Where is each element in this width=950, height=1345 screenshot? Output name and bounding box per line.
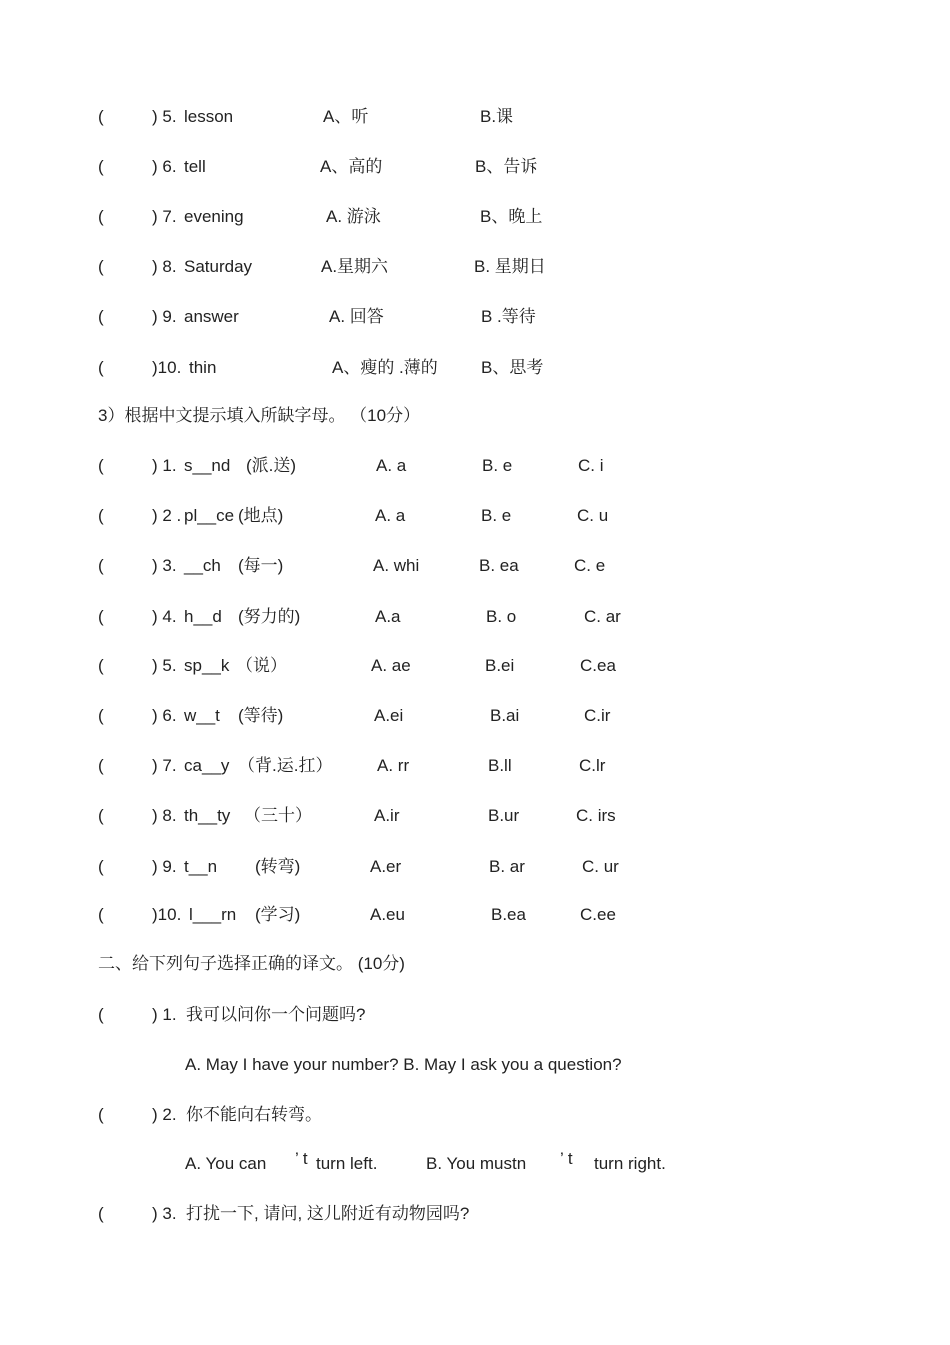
- option-c: C. u: [577, 506, 609, 525]
- question-word: w__t: [184, 706, 220, 725]
- question-number: ) 3.: [152, 1204, 177, 1223]
- question-word: pl__ce: [184, 506, 235, 525]
- paren-open: (: [98, 207, 104, 226]
- question-number: ) 5.: [152, 107, 177, 126]
- paren-open: (: [98, 1005, 104, 1024]
- paren-open: (: [98, 456, 104, 475]
- option-c: C. ar: [584, 607, 621, 626]
- option-b: B、告诉: [475, 157, 538, 176]
- question-word: evening: [184, 207, 244, 226]
- question-hint: （背.运.扛）: [238, 756, 333, 775]
- question-hint: (学习): [255, 905, 301, 924]
- question-hint: (每一): [238, 556, 284, 575]
- question-number: ) 6.: [152, 706, 177, 725]
- answer-options: A. May I have your number? B. May I ask you a question?: [185, 1055, 622, 1074]
- option-c: C.ea: [580, 656, 616, 675]
- question-word: thin: [189, 358, 217, 377]
- question-word: h__d: [184, 607, 222, 626]
- option-b-part1: B. You mustn: [426, 1154, 527, 1173]
- question-word: Saturday: [184, 257, 253, 276]
- question-number: ) 6.: [152, 157, 177, 176]
- option-b: B.ei: [485, 656, 515, 675]
- question-word: sp__k: [184, 656, 230, 675]
- paren-open: (: [98, 157, 104, 176]
- question-number: ) 2 .: [152, 506, 182, 525]
- paren-open: (: [98, 857, 104, 876]
- option-a: A.ir: [374, 806, 400, 825]
- paren-open: (: [98, 1105, 104, 1124]
- question-word: th__ty: [184, 806, 231, 825]
- option-a: A. 回答: [329, 307, 384, 326]
- option-c: C.lr: [579, 756, 606, 775]
- question-number: ) 2.: [152, 1105, 177, 1124]
- paren-open: (: [98, 706, 104, 725]
- option-a-part2: turn left.: [316, 1154, 378, 1173]
- paren-open: (: [98, 506, 104, 525]
- option-a: A、听: [323, 107, 369, 126]
- paren-open: (: [98, 257, 104, 276]
- question-number: ) 9.: [152, 857, 177, 876]
- question-word: ca__y: [184, 756, 230, 775]
- question-number: ) 4.: [152, 607, 177, 626]
- paren-open: (: [98, 1204, 104, 1223]
- option-c: C.ee: [580, 905, 616, 924]
- question-number: ) 7.: [152, 207, 177, 226]
- paren-open: (: [98, 107, 104, 126]
- option-b: B. e: [481, 506, 512, 525]
- paren-open: (: [98, 806, 104, 825]
- paren-open: (: [98, 905, 104, 924]
- option-a: A、高的: [320, 157, 383, 176]
- question-number: ) 9.: [152, 307, 177, 326]
- question-number: ) 8.: [152, 806, 177, 825]
- section-heading: 二、给下列句子选择正确的译文。 (10分): [98, 954, 405, 973]
- option-a: A.eu: [370, 905, 405, 924]
- option-b-part2: turn right.: [594, 1154, 666, 1173]
- question-hint: (地点): [238, 506, 284, 525]
- option-b: B. 星期日: [474, 257, 546, 276]
- question-number: ) 1.: [152, 456, 177, 475]
- option-a: A. ae: [371, 656, 411, 675]
- question-text: 你不能向右转弯。: [186, 1105, 322, 1124]
- option-a: A. whi: [373, 556, 420, 575]
- paren-open: (: [98, 656, 104, 675]
- question-word: s__nd: [184, 456, 231, 475]
- option-a: A. rr: [377, 756, 410, 775]
- option-b: B. e: [482, 456, 513, 475]
- option-c: C.ir: [584, 706, 611, 725]
- paren-open: (: [98, 307, 104, 326]
- option-a: A.er: [370, 857, 402, 876]
- question-text: 我可以问你一个问题吗?: [186, 1005, 366, 1024]
- option-a: A. 游泳: [326, 207, 381, 226]
- option-a: A、瘦的 .薄的: [332, 358, 438, 377]
- option-a: A. a: [375, 506, 406, 525]
- question-word: lesson: [184, 107, 234, 126]
- option-c: C. i: [578, 456, 604, 475]
- question-number: ) 5.: [152, 656, 177, 675]
- option-b: B.ur: [488, 806, 520, 825]
- option-b: B. ar: [489, 857, 525, 876]
- option-a: A. a: [376, 456, 407, 475]
- question-word: answer: [184, 307, 239, 326]
- question-word: l___rn: [189, 905, 237, 924]
- paren-open: (: [98, 756, 104, 775]
- question-word: tell: [184, 157, 206, 176]
- question-hint: （说）: [236, 656, 287, 675]
- question-hint: (派.送): [246, 456, 297, 475]
- question-word: __ch: [184, 556, 221, 575]
- option-b: B. ea: [479, 556, 519, 575]
- option-b-apostrophe: ’ t: [560, 1149, 573, 1168]
- option-b: B、思考: [481, 358, 544, 377]
- option-b: B .等待: [481, 307, 536, 326]
- option-b: B、晚上: [480, 207, 543, 226]
- question-number: )10.: [152, 905, 182, 924]
- question-number: ) 8.: [152, 257, 177, 276]
- option-b: B.ea: [491, 905, 526, 924]
- option-a: A.a: [375, 607, 401, 626]
- question-number: )10.: [152, 358, 182, 377]
- paren-open: (: [98, 358, 104, 377]
- question-hint: (等待): [238, 706, 284, 725]
- option-b: B.课: [480, 107, 514, 126]
- question-word: t__n: [184, 857, 218, 876]
- option-b: B.ll: [488, 756, 512, 775]
- option-a-part1: A. You can: [185, 1154, 267, 1173]
- question-hint: (努力的): [238, 607, 301, 626]
- section-heading: 3）根据中文提示填入所缺字母。 （10分）: [98, 406, 421, 425]
- option-a: A.星期六: [321, 257, 389, 276]
- question-text: 打扰一下, 请问, 这儿附近有动物园吗?: [186, 1204, 470, 1223]
- option-b: B.ai: [490, 706, 520, 725]
- question-hint: （三十）: [244, 806, 312, 825]
- question-number: ) 7.: [152, 756, 177, 775]
- option-c: C. ur: [582, 857, 619, 876]
- option-a-apostrophe: ’ t: [295, 1149, 308, 1168]
- option-c: C. e: [574, 556, 606, 575]
- option-b: B. o: [486, 607, 517, 626]
- paren-open: (: [98, 607, 104, 626]
- question-number: ) 3.: [152, 556, 177, 575]
- question-hint: (转弯): [255, 857, 301, 876]
- question-number: ) 1.: [152, 1005, 177, 1024]
- option-c: C. irs: [576, 806, 616, 825]
- paren-open: (: [98, 556, 104, 575]
- option-a: A.ei: [374, 706, 404, 725]
